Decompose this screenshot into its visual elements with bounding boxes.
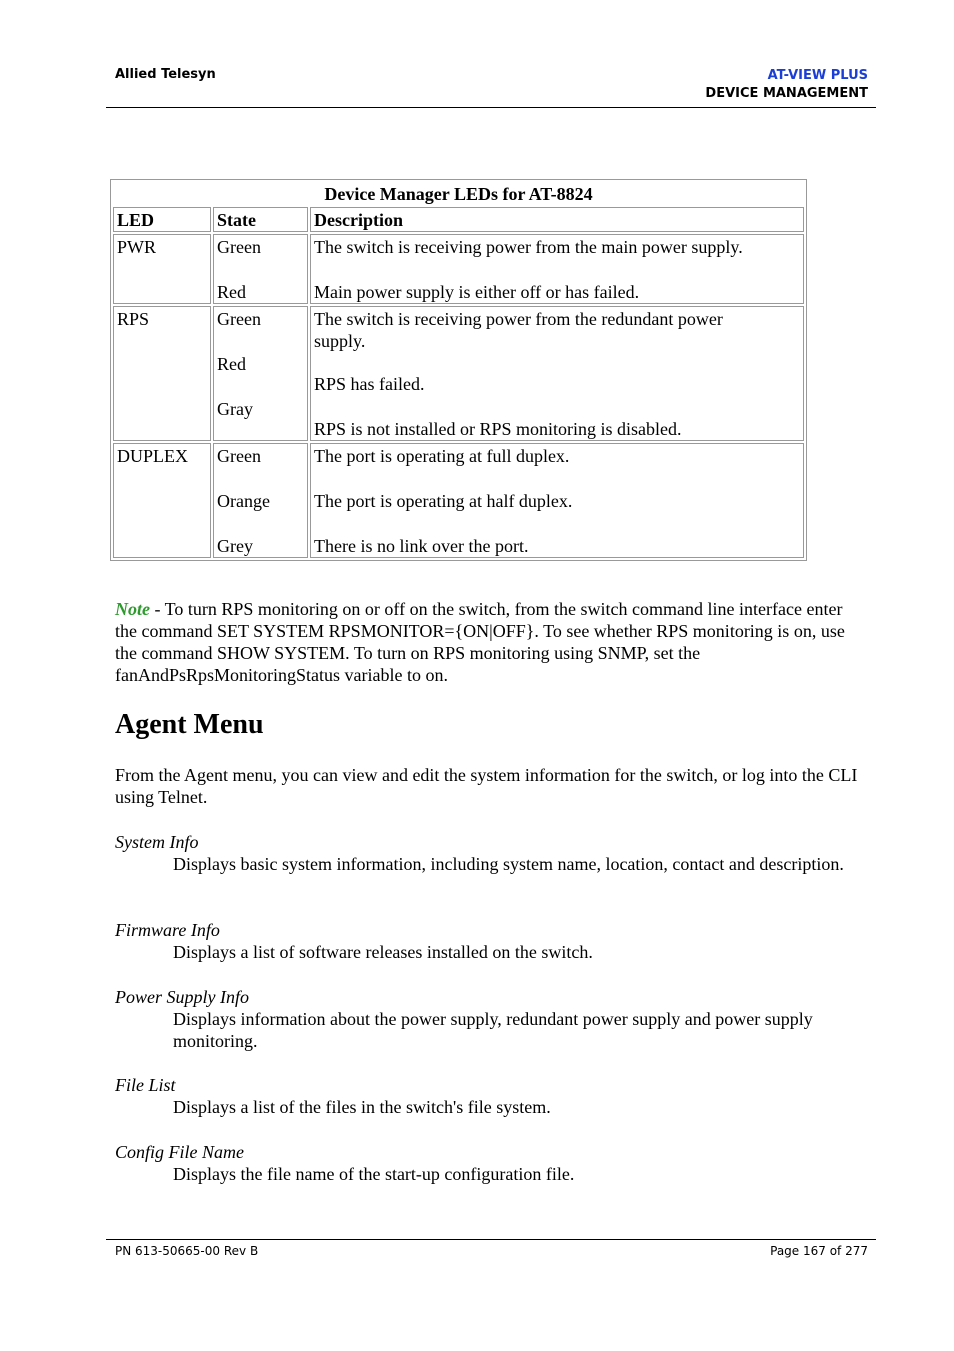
description-value: RPS is not installed or RPS monitoring is disabled. <box>314 419 682 439</box>
table-header-row <box>113 207 804 232</box>
note-label: Note <box>115 599 150 619</box>
term-power-supply-info: Power Supply Info <box>115 987 249 1007</box>
table-caption: Device Manager LEDs for AT-8824 <box>324 184 593 204</box>
state-value: Orange <box>217 491 270 511</box>
note-paragraph <box>115 598 867 686</box>
header-right <box>705 67 868 103</box>
table-row <box>113 443 804 558</box>
state-value: Red <box>217 282 246 302</box>
header-section: DEVICE MANAGEMENT <box>705 86 868 101</box>
description-cell <box>310 306 804 441</box>
state-value: Red <box>217 354 246 374</box>
description-value: The port is operating at half duplex. <box>314 491 573 511</box>
table-caption-row <box>113 182 804 205</box>
table-row <box>113 234 804 304</box>
column-header-led: LED <box>113 207 211 232</box>
description-value: The switch is receiving power from the redundant power supply. <box>314 309 723 351</box>
definition-system-info: Displays basic system information, including system name, location, contact and description. <box>173 854 844 874</box>
definition-config-file-name: Displays the file name of the start-up configuration file. <box>173 1164 575 1184</box>
term-system-info: System Info <box>115 832 199 852</box>
state-cell <box>213 306 308 441</box>
state-value: Gray <box>217 399 253 419</box>
section-intro: From the Agent menu, you can view and edit the system information for the switch, or log into the CLI using Telnet. <box>115 765 858 807</box>
state-value: Green <box>217 446 261 466</box>
led-cell: PWR <box>113 234 211 304</box>
description-value: Main power supply is either off or has failed. <box>314 282 640 302</box>
description-value: There is no link over the port. <box>314 536 529 556</box>
description-value: RPS has failed. <box>314 374 425 394</box>
table-row <box>113 306 804 441</box>
definition-power-supply-info: Displays information about the power supply, redundant power supply and power supply monitoring. <box>173 1009 813 1051</box>
header-company: Allied Telesyn <box>115 67 216 82</box>
note-text: - To turn RPS monitoring on or off on the switch, from the switch command line interface enter the command SET SYSTEM RPSMONITOR={ON|OFF}. To see whether RPS monitoring is on, use the command SHOW SYSTEM. To turn on RPS monitoring using SNMP, set the fanAndPsRpsMonitoringStatus variable to on. <box>115 599 845 685</box>
description-cell <box>310 443 804 558</box>
footer-part-number: PN 613-50665-00 Rev B <box>115 1244 259 1258</box>
led-cell: RPS <box>113 306 211 441</box>
description-value: The port is operating at full duplex. <box>314 446 570 466</box>
led-table <box>110 179 807 561</box>
state-cell <box>213 234 308 304</box>
description-cell <box>310 234 804 304</box>
footer-rule <box>106 1239 876 1240</box>
term-firmware-info: Firmware Info <box>115 920 220 940</box>
header-product: AT-VIEW PLUS <box>767 68 868 83</box>
state-value: Green <box>217 237 261 257</box>
definition-firmware-info: Displays a list of software releases installed on the switch. <box>173 942 593 962</box>
column-header-description: Description <box>310 207 804 232</box>
definition-file-list: Displays a list of the files in the switch's file system. <box>173 1097 551 1117</box>
led-cell: DUPLEX <box>113 443 211 558</box>
footer-page-number: Page 167 of 277 <box>770 1244 868 1258</box>
term-file-list: File List <box>115 1075 176 1095</box>
term-config-file-name: Config File Name <box>115 1142 244 1162</box>
section-title: Agent Menu <box>115 709 264 740</box>
description-value: The switch is receiving power from the main power supply. <box>314 237 743 257</box>
state-value: Grey <box>217 536 253 556</box>
header-rule <box>106 107 876 108</box>
state-cell <box>213 443 308 558</box>
state-value: Green <box>217 309 261 329</box>
column-header-state: State <box>213 207 308 232</box>
